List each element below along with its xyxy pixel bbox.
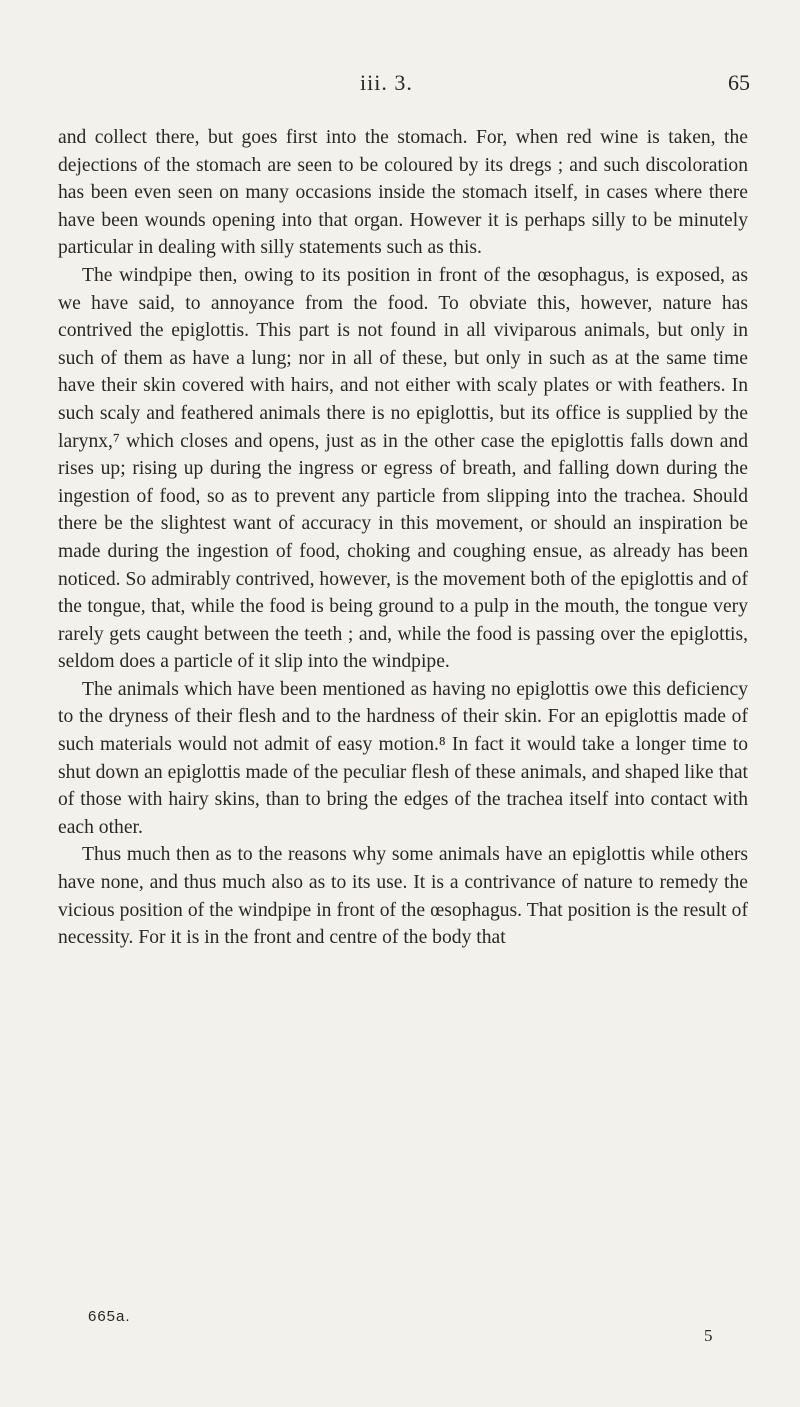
- paragraph-4: Thus much then as to the reasons why some animals have an epiglottis while others have none, and thus much also as to its use. It is a contrivance of nature to remedy the vicious position of the windpipe in front of the œsophagus. That position is the result of necessity. For it is in the front and centre of the body that: [58, 844, 748, 949]
- paragraph-3: The animals which have been mentioned as having no epiglottis owe this deficiency to the dryness of their flesh and to the hardness of their skin. For an epiglottis made of such materials would not admit of easy motion.⁸ In fact it would take a longer time to shut down an epiglottis made of the peculiar flesh of these animals, and shaped like that of those with hairy skins, than to bring the edges of the trachea itself into contact with each other.: [58, 678, 748, 838]
- page-number: 65: [728, 70, 750, 95]
- printer-signature: 665a.: [88, 1308, 131, 1325]
- sheet-number: 5: [704, 1326, 713, 1345]
- body-text: [58, 124, 748, 952]
- paragraph-1: and collect there, but goes first into the stomach. For, when red wine is taken, the dejections of the stomach are seen to be coloured by its dregs ; and such discoloration has been even seen on many occasions inside the stomach itself, in cases where there have been wounds opening into that organ. However it is perhaps silly to be minutely particular in dealing with silly statements such as this.: [58, 127, 748, 259]
- running-head: [0, 70, 800, 100]
- paragraph-2: The windpipe then, owing to its position in front of the œsophagus, is exposed, as we have said, to annoyance from the food. To obviate this, however, nature has contrived the epiglottis. This part is not found in all viviparous animals, but only in such of them as have a lung; nor in all of these, but only in such as at the same time have their skin covered with hairs, and not either with scaly plates or with feathers. In such scaly and feathered animals there is no epiglottis, but its office is supplied by the larynx,⁷ which closes and opens, just as in the other case the epiglottis falls down and rises up; rising up during the ingress or egress of breath, and falling down during the ingestion of food, so as to prevent any particle from slipping into the trachea. Should there be the slightest want of accuracy in this movement, or should an inspiration be made during the ingestion of food, choking and coughing ensue, as already has been noticed. So admirably contrived, however, is the movement both of the epiglottis and of the tongue, that, while the food is being ground to a pulp in the mouth, the tongue very rarely gets caught between the teeth ; and, while the food is passing over the epiglottis, seldom does a particle of it slip into the windpipe.: [58, 264, 748, 673]
- chapter-reference: iii. 3.: [360, 70, 413, 95]
